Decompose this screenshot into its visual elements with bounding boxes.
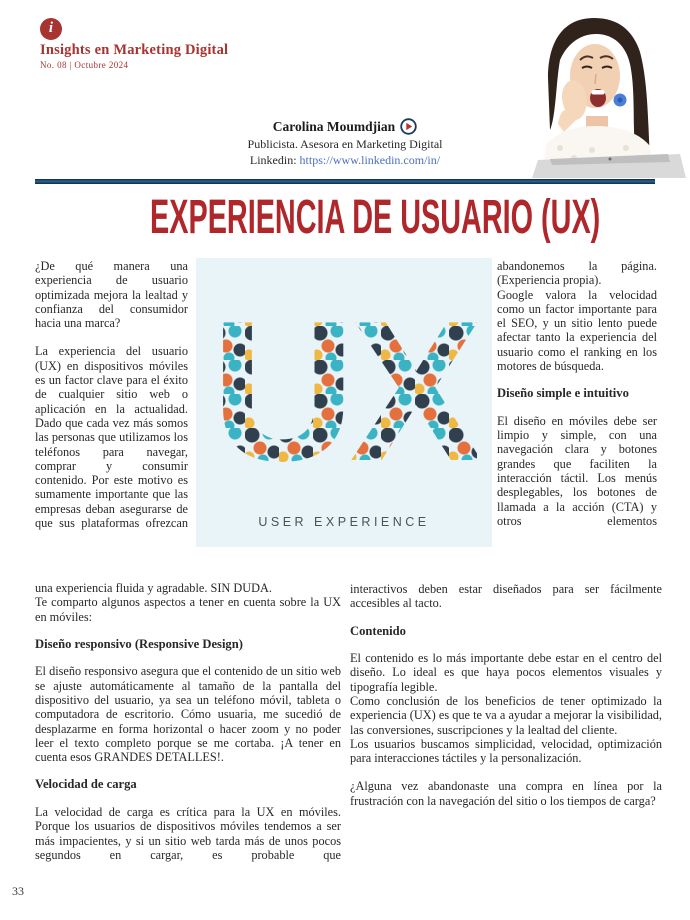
author-photo [498, 12, 688, 178]
content-paragraph: Los usuarios buscamos simplicidad, velocidad, optimización para interacciones táctiles y la personalización. [350, 736, 662, 766]
column-right [497, 259, 657, 528]
intro-continuation: una experiencia fluida y agradable. SIN DUDA. [35, 581, 272, 595]
author-name: Carolina Moumdjian [272, 119, 396, 134]
speed-paragraph: La velocidad de carga es crítica para la UX en móviles. Porque los usuarios de dispositivos móviles tendemos a ser más impacientes, y si un sitio web tarda más de unos pocos segundos en cargar, es probable que [35, 804, 341, 862]
column-left [35, 259, 188, 530]
right-paragraph: Google valora la velocidad como un factor importante para el SEO, y un sitio lento puede afectar tanto la experiencia del usuario como el ranking en los motores de búsqueda. [497, 287, 657, 374]
content-paragraph: Como conclusión de los beneficios de tener optimizado la experiencia (UX) es que te va a ayudar a mejorar la visibilidad, las conversiones, suscripciones y la lealtad del cliente. [350, 693, 662, 737]
simple-design-paragraph: El diseño en móviles debe ser limpio y simple, con una navegación clara y botones grandes que faciliten la interacción táctil. Los menús desplegables, los botones de llamada a la acción (CTA) y otros elementos [497, 413, 657, 528]
author-block [225, 118, 465, 168]
intro-lead-in: Te comparto algunos aspectos a tener en cuenta sobre la UX en móviles: [35, 595, 341, 624]
ux-figure [196, 258, 492, 547]
intro-paragraph: La experiencia del usuario (UX) en dispositivos móviles es un factor clave para el éxito de cualquier sitio web o aplicación en la actualidad. Dado que cada vez más somos las personas que utilizamos los teléfonos para navegar, comprar y consumir contenido. Por este motivo es sumamente importante que las empresas deban asegurarse de que sus plataformas ofrezcan [35, 344, 188, 531]
ux-letter-x: X [349, 280, 477, 503]
closing-question: ¿Alguna vez abandonaste una compra en línea por la frustración con la navegación del sitio o los tiempos de carga? [350, 779, 662, 808]
simple-design-continuation: interactivos deben estar diseñados para ser fácilmente accesibles al tacto. [350, 582, 662, 611]
page-number: 33 [12, 884, 24, 898]
ux-mosaic-letters [211, 280, 477, 503]
right-wide-block [350, 582, 662, 808]
responsive-paragraph: El diseño responsivo asegura que el contenido de un sitio web se ajuste automáticamente al tamaño de la pantalla del dispositivo del usuario, ya sea un teléfono móvil, tableta o computadora de escritorio. Cómo usuaria, me sucedió de desplazarme en forma horizontal o hacer zoom y no poder leer el texto completo porque se me cortaba. ¡A tener en cuenta esos GRANDES DETALLES!. [35, 664, 341, 765]
heading-content: Contenido [350, 623, 406, 638]
ux-letter-u: U [211, 280, 350, 503]
intro-question: ¿De qué manera una experiencia de usuario optimizada mejora la lealtad y confianza del consumidor hacia una marca? [35, 259, 188, 331]
play-icon[interactable] [400, 118, 417, 135]
heading-speed: Velocidad de carga [35, 777, 137, 792]
author-role: Publicista. Asesora en Marketing Digital [247, 137, 443, 151]
linkedin-label: Linkedin: [249, 153, 300, 167]
ux-figure-caption: USER EXPERIENCE [258, 515, 430, 529]
brand-logo-icon: i [40, 18, 62, 40]
linkedin-link[interactable]: https://www.linkedin.com/in/ [299, 153, 441, 167]
brand-title: Insights en Marketing Digital [40, 42, 229, 58]
heading-simple-design: Diseño simple e intuitivo [497, 386, 629, 401]
heading-responsive: Diseño responsivo (Responsive Design) [35, 636, 243, 651]
author-linkedin-line [225, 153, 465, 168]
content-paragraph: El contenido es lo más importante debe estar en el centro del diseño. Lo ideal es que haya pocos elementos visuales y tipografía legible. [350, 651, 662, 694]
header-divider [35, 179, 655, 184]
right-paragraph: abandonemos la página. (Experiencia propia). [497, 259, 657, 288]
issue-number: No. 08 | Octubre 2024 [40, 60, 129, 70]
article-header [0, 190, 690, 245]
left-wide-block [35, 581, 341, 862]
article-title: EXPERIENCIA DE USUARIO (UX) [150, 191, 601, 244]
